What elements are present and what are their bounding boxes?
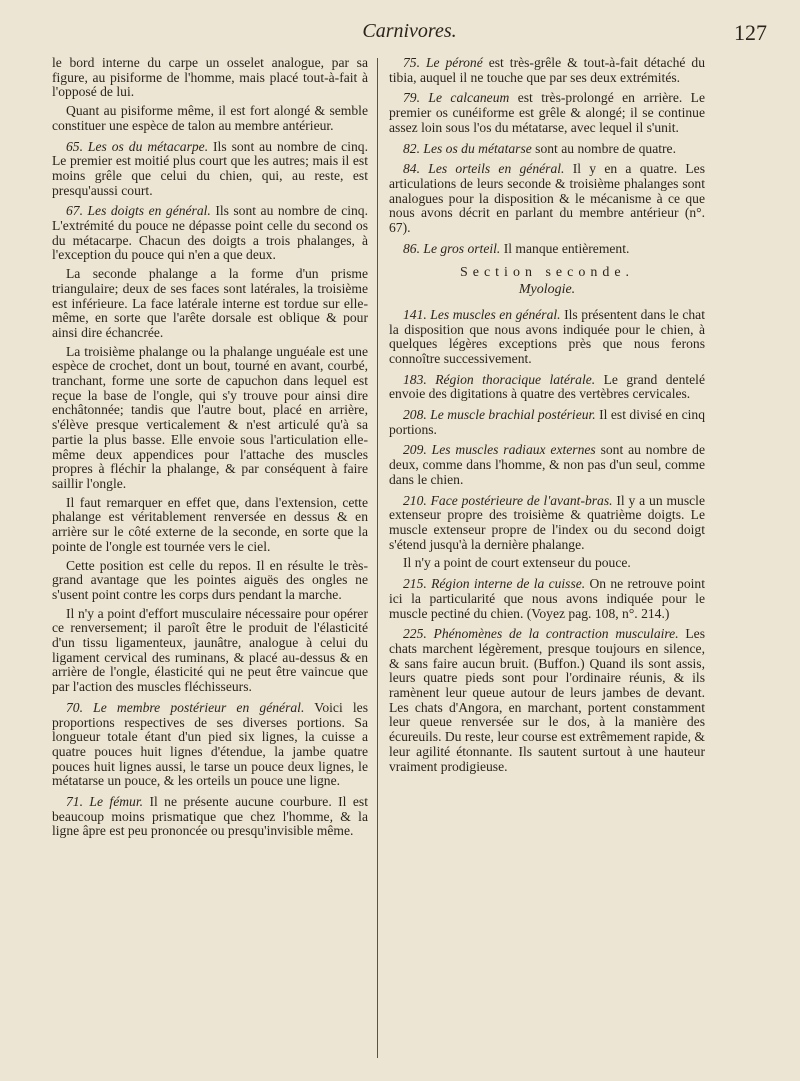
paragraph-84: 84. Les orteils en général. Il y en a quatre. Les articulations de leurs seconde & troisième phalanges sont analogues pour la disposition & le mécanisme à ce que nous avons décrit en parlant du membre antérieur (n°. 67).: [389, 161, 705, 236]
paragraph: Il n'y a point d'effort musculaire nécessaire pour opérer ce renversement; il paroît être le produit de l'élasticité d'un tissu ligamenteux, jaunâtre, analogue à celui du ligament cervical des ruminans, & placé au-dessus & en arrière de l'ongle, élasticité qui ne peut être vaincue que par l'action des muscles fléchisseurs.: [52, 605, 368, 695]
paragraph: Quant au pisiforme même, il est fort alongé & semble constituer une espèce de talon au membre antérieur.: [52, 103, 368, 133]
paragraph: Cette position est celle du repos. Il en résulte le très-grand avantage que les pointes aiguës des ongles ne s'usent point contre les corps durs pendant la marche.: [52, 557, 368, 602]
paragraph-225: 225. Phénomènes de la contraction musculaire. Les chats marchent légèrement, presque toujours en silence, & sans faire aucun bruit. (Buffon.) Quand ils sont assis, leurs quatre pieds sont pour l'ordinaire réunis, & ils ramènent leur queue autour de leurs jambes de devant. Les chats d'Angora, en marchant, portent constamment leur queue renversée sur le dos, à la manière des écureuils. Du reste, leur course est extrêmement rapide, & leur agilité étonnante. Ils sautent surtout à une hauteur vraiment prodigieuse.: [389, 626, 706, 774]
paragraph-210: 210. Face postérieure de l'avant-bras. Il y a un muscle extenseur propre des troisième & quatrième doigts. Le muscle extenseur propre de l'index ou du second doigt s'étend jusqu'à la dernière phalange.: [389, 492, 705, 552]
page-header: [52, 20, 767, 48]
section-heading: Section seconde.: [459, 265, 635, 281]
paragraph-183: 183. Région thoracique latérale. Le grand dentelé envoie des digitations à quatre des vertèbres cervicales.: [389, 371, 705, 402]
column-divider: [377, 58, 378, 1058]
paragraph-215: 215. Région interne de la cuisse. On ne retrouve point ici la particularité que nous avons indiquée pour le muscle pectiné du chien. (Voyez pag. 108, n°. 214.): [389, 576, 705, 621]
right-column: [389, 56, 705, 778]
paragraph-71: 71. Le fémur. Il ne présente aucune courbure. Il est beaucoup moins prismatique que chez l'homme, & la ligne âpre est peu prononcée ou presqu'invisible même.: [52, 794, 368, 839]
running-title: Carnivores.: [362, 20, 457, 42]
paragraph: le bord interne du carpe un osselet analogue, par sa figure, au pisiforme de l'homme, mais placé tout-à-fait à l'opposé de lui.: [52, 55, 368, 100]
paragraph-65: 65. Les os du métacarpe. Ils sont au nombre de cinq. Le premier est moitié plus court que les autres; mais il est moins grêle que celui du chien, qui, au reste, est presqu'aussi court.: [52, 138, 368, 198]
section-subheading: Myologie.: [518, 282, 576, 298]
paragraph: Il faut remarquer en effet que, dans l'extension, cette phalange est véritablement renversée en dessus & en arrière sur le côté externe de la seconde, en sorte que la pointe de l'ongle est tournée vers le ciel.: [52, 494, 368, 554]
page-number: 127: [734, 20, 767, 45]
paragraph: Il n'y a point de court extenseur du pouce.: [403, 555, 631, 571]
paragraph-70: 70. Le membre postérieur en général. Voici les proportions respectives de ses diverses portions. Sa longueur totale étant d'un pied six lignes, la cuisse a quatre pouces huit lignes d'étendue, la jambe quatre pouces huit lignes aussi, le tarse un pouce deux lignes, le métatarse un pouce, & les orteils un pouce une ligne.: [52, 699, 368, 789]
paragraph-86: 86. Le gros orteil. Il manque entièrement.: [403, 240, 630, 256]
paragraph-75: 75. Le péroné est très-grêle & tout-à-fait détaché du tibia, auquel il ne touche que par ses deux extrémités.: [389, 55, 705, 85]
paragraph-67: 67. Les doigts en général. Ils sont au nombre de cinq. L'extrémité du pouce ne dépasse point celle du second os du métacarpe. Chacun des doigts a trois phalanges, à l'exception du pouce qui n'en a que deux.: [52, 203, 368, 263]
left-column: [52, 56, 368, 843]
paragraph-208: 208. Le muscle brachial postérieur. Il est divisé en cinq portions.: [389, 407, 706, 437]
paragraph: La troisième phalange ou la phalange unguéale est une espèce de crochet, dont un bout, tourné en avant, courbé, tranchant, forme une sorte de capuchon dans lequel est reçue la base de l'ongle, qui s'y trouve pour ainsi dire enchâtonnée; tandis que l'autre bout, placé en arrière, s'élève presque verticalement & n'est articulé qu'à sa partie la plus basse. Elle envoie sous l'articulation elle-même deux appendices pour l'attache des muscles propres à fléchir la phalange, & par conséquent à faire saillir l'ongle.: [52, 343, 368, 491]
paragraph-141: 141. Les muscles en général. Ils présentent dans le chat la disposition que nous avons indiquée pour le chien, à quelques légères exceptions près que nous ferons connoître successivement.: [389, 306, 705, 366]
paragraph-79: 79. Le calcaneum est très-prolongé en arrière. Le premier os cunéiforme est grêle & alongé; il se continue assez loin sous l'os du métatarse, avec lequel il s'unit.: [389, 90, 706, 135]
paragraph: La seconde phalange a la forme d'un prisme triangulaire; deux de ses faces sont latérales, la troisième est inférieure. La face latérale interne est tordue sur elle-même, en sorte que l'arête dorsale est oblique & pour ainsi dire échancrée.: [52, 266, 368, 340]
paragraph-82: 82. Les os du métatarse sont au nombre de quatre.: [403, 140, 676, 156]
paragraph-209: 209. Les muscles radiaux externes sont au nombre de deux, comme dans l'homme, & non pas d'un seul, comme dans le chien.: [389, 442, 705, 487]
